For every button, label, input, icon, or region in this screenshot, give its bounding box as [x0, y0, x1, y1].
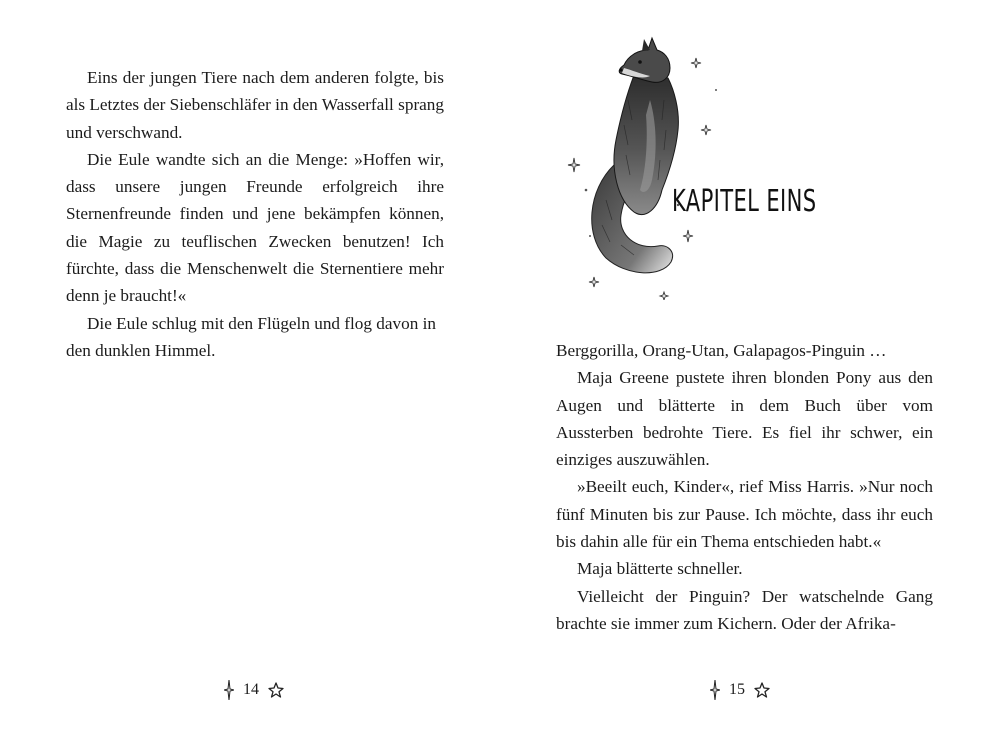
paragraph: Eins der jungen Tiere nach dem anderen folgte, bis als Letztes der Siebenschläfer in den Wasserfall sprang und verschwand.: [66, 68, 444, 142]
left-page-body: [66, 64, 444, 364]
right-page: [500, 0, 1000, 748]
page-number: 15: [729, 681, 745, 698]
paragraph: Die Eule schlug mit den Flügeln und flog davon in den dunklen Himmel.: [66, 313, 436, 360]
paragraph: Berggorilla, Orang-Utan, Galapagos-Pinguin …: [556, 341, 887, 360]
page-footer: [224, 680, 284, 700]
star-outline-icon: [268, 682, 284, 698]
paragraph: Vielleicht der Pinguin? Der watschelnde Gang brachte sie immer zum Kichern. Oder der Afrika-: [556, 586, 933, 633]
fox-illustration: [566, 30, 836, 300]
page-footer: [710, 680, 770, 700]
right-page-body: [556, 337, 933, 637]
page-number: 14: [243, 681, 259, 698]
star-outline-icon: [754, 682, 770, 698]
paragraph: Maja Greene pustete ihren blonden Pony aus den Augen und blätterte in dem Buch über vom Aussterben bedrohte Tiere. Es fiel ihr schwer, ein einziges auszuwählen.: [556, 368, 933, 470]
chapter-title: KAPITEL EINS: [672, 184, 817, 219]
paragraph: Maja blätterte schneller.: [577, 559, 743, 579]
paragraph: »Beeilt euch, Kinder«, rief Miss Harris. »Nur noch fünf Minuten bis zur Pause. Ich möchte, dass ihr euch bis dahin alle für ein Thema entschieden habt.«: [556, 477, 933, 552]
sparkle-icon: [224, 680, 234, 700]
sparkle-icon: [710, 680, 720, 700]
paragraph: Die Eule wandte sich an die Menge: »Hoffen wir, dass unsere jungen Freunde erfolgreich ihre Sternenfreunde finden und jene bekämpfen können, die Magie zu teuflischen Zwecken benutzen! Ich fürchte, dass die Menschenwelt die Sternentiere mehr denn je braucht!«: [66, 149, 444, 306]
